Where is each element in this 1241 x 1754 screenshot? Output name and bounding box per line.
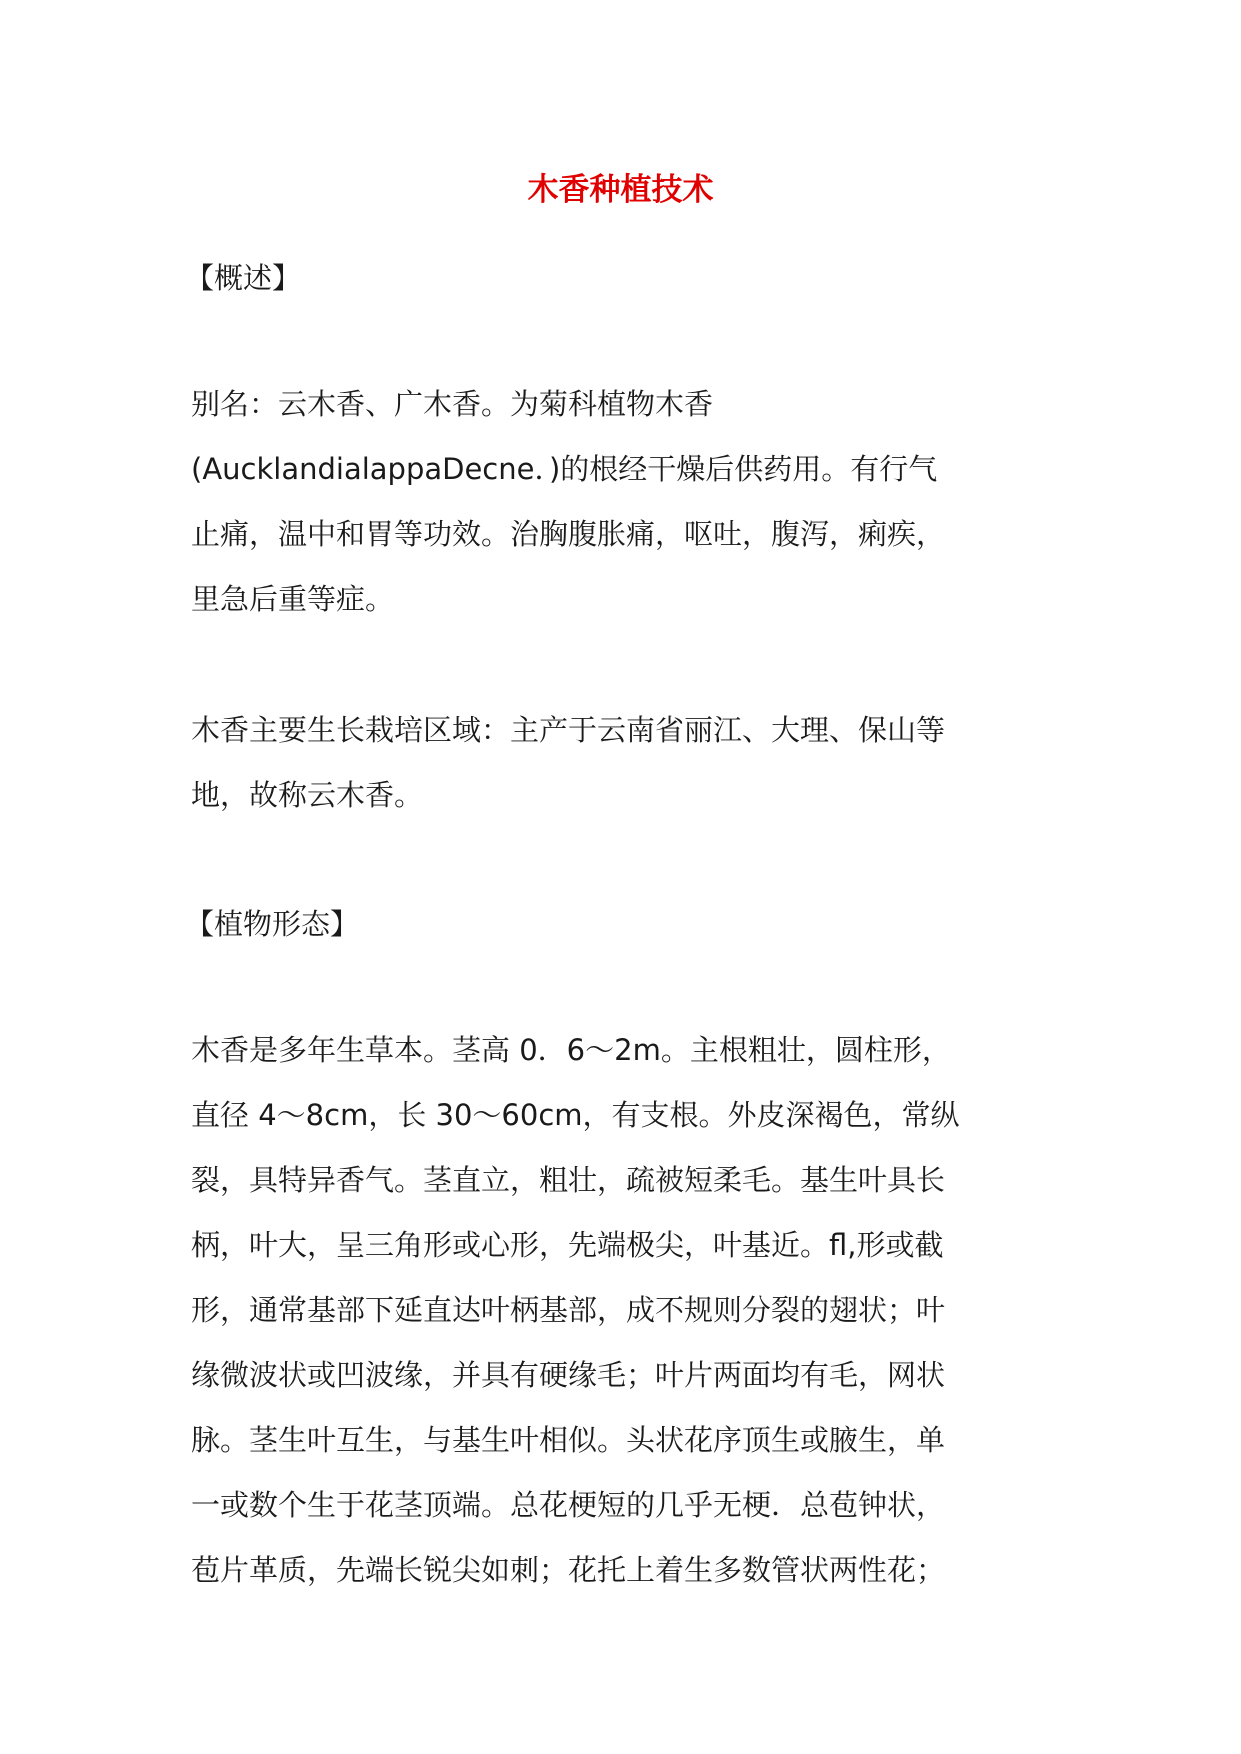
paragraph-alias xyxy=(191,372,1061,632)
text-line: 柄，叶大，呈三角形或心形，先端极尖，叶基近。fl,形或截 xyxy=(191,1228,944,1262)
text-line: 形，通常基部下延直达叶柄基部，成不规则分裂的翅状；叶 xyxy=(191,1293,946,1327)
text-line: 止痛，温中和胃等功效。治胸腹胀痛，呕吐，腹泻，痢疾， xyxy=(191,517,946,551)
text-line: 地，故称云木香。 xyxy=(191,778,424,812)
text-line: 缘微波状或凹波缘，并具有硬缘毛；叶片两面均有毛，网状 xyxy=(191,1358,946,1392)
text-line: 里急后重等症。 xyxy=(191,582,395,616)
document-title: 木香种植技术 xyxy=(527,172,714,208)
text-line: 苞片革质，先端长锐尖如刺；花托上着生多数管状两性花； xyxy=(191,1553,946,1587)
section-heading-overview: 【概述】 xyxy=(185,261,302,295)
text-line: 别名：云木香、广木香。为菊科植物木香 xyxy=(191,387,714,421)
text-line: 木香是多年生草本。茎高 0．6～2m。主根粗壮，圆柱形， xyxy=(191,1033,951,1067)
text-line: (AucklandialappaDecne．)的根经干燥后供药用。有行气 xyxy=(191,452,938,486)
text-line: 直径 4～8cm，长 30～60cm，有支根。外皮深褐色，常纵 xyxy=(191,1098,960,1132)
section-heading-morphology: 【植物形态】 xyxy=(185,907,360,941)
text-line: 脉。茎生叶互生，与基生叶相似。头状花序顶生或腋生，单 xyxy=(191,1423,946,1457)
text-line: 一或数个生于花茎顶端。总花梗短的几乎无梗．总苞钟状， xyxy=(191,1488,946,1522)
paragraph-growing-region xyxy=(191,698,1061,828)
text-line: 裂，具特异香气。茎直立，粗壮，疏被短柔毛。基生叶具长 xyxy=(191,1163,946,1197)
paragraph-morphology xyxy=(191,1018,1061,1603)
text-line: 木香主要生长栽培区域：主产于云南省丽江、大理、保山等 xyxy=(191,713,946,747)
